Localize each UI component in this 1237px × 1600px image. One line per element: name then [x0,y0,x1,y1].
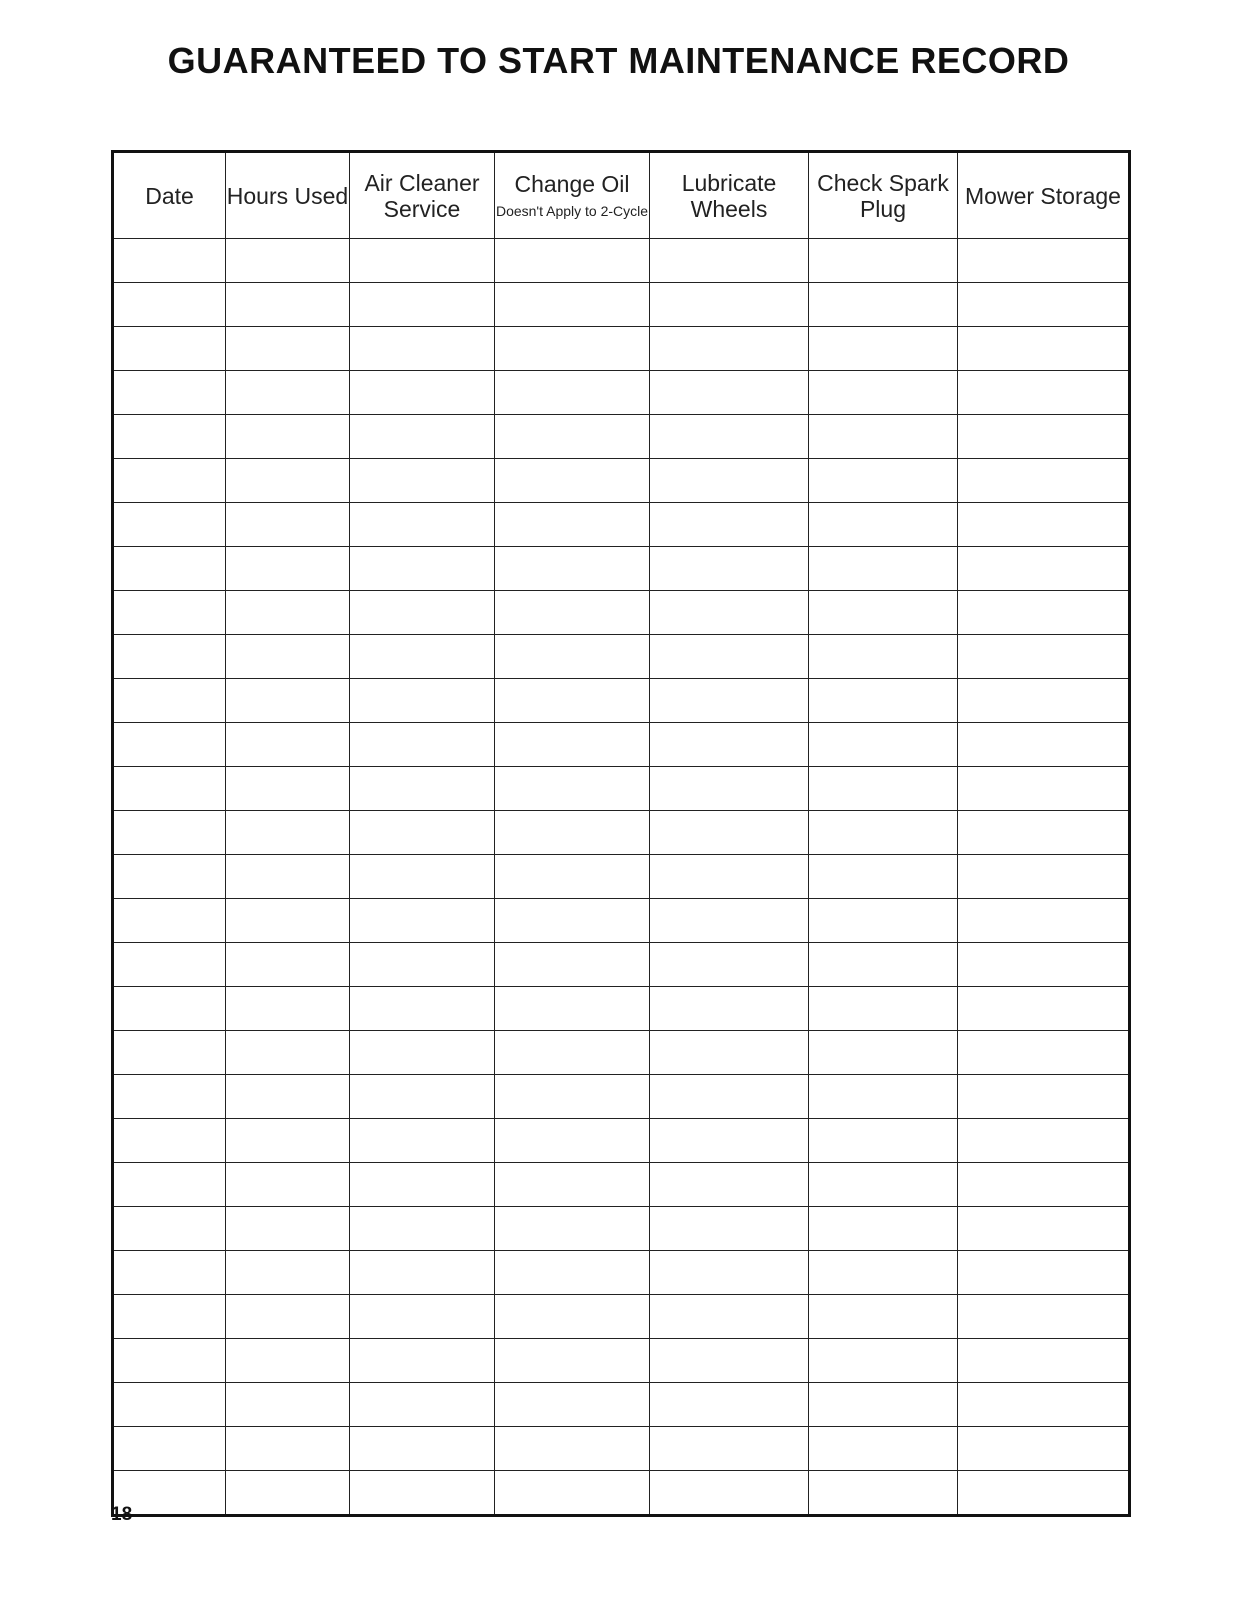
table-row [113,1163,1130,1207]
record-cell [350,811,495,855]
record-cell [958,811,1130,855]
record-cell [495,1471,650,1516]
record-cell [809,1251,958,1295]
record-cell [350,371,495,415]
record-cell [809,1427,958,1471]
record-cell [350,591,495,635]
table-row [113,635,1130,679]
record-cell [350,987,495,1031]
record-cell [350,547,495,591]
record-cell [113,987,226,1031]
record-cell [113,1119,226,1163]
table-row [113,415,1130,459]
record-cell [226,767,350,811]
record-cell [226,679,350,723]
record-cell [495,239,650,283]
record-cell [809,503,958,547]
record-cell [113,591,226,635]
record-cell [226,547,350,591]
record-cell [350,899,495,943]
record-cell [958,547,1130,591]
record-cell [226,591,350,635]
record-cell [350,1295,495,1339]
record-cell [809,239,958,283]
record-cell [495,635,650,679]
record-cell [958,1031,1130,1075]
table-row [113,1471,1130,1516]
table-row [113,679,1130,723]
record-cell [113,239,226,283]
record-cell [113,767,226,811]
record-cell [495,1339,650,1383]
record-cell [226,371,350,415]
page-number: 18 [111,1504,133,1525]
record-cell [958,723,1130,767]
record-cell [650,503,809,547]
record-cell [495,415,650,459]
column-header-label: Air Cleaner Service [364,169,480,222]
record-cell [650,1295,809,1339]
record-cell [495,547,650,591]
record-cell [809,1119,958,1163]
record-cell [350,1163,495,1207]
table-row [113,239,1130,283]
record-cell [350,767,495,811]
record-cell [495,459,650,503]
record-cell [350,1031,495,1075]
column-header-label: Change Oil [514,171,630,197]
record-cell [495,1207,650,1251]
record-cell [809,459,958,503]
record-cell [809,1075,958,1119]
record-cell [350,239,495,283]
column-header-change-oil [495,152,650,239]
record-cell [495,1119,650,1163]
record-cell [226,635,350,679]
table-row [113,547,1130,591]
record-cell [650,547,809,591]
record-cell [809,943,958,987]
table-row [113,723,1130,767]
record-cell [809,1207,958,1251]
table-row [113,855,1130,899]
record-cell [809,1295,958,1339]
record-cell [650,371,809,415]
record-cell [113,943,226,987]
record-cell [650,767,809,811]
record-cell [650,1383,809,1427]
record-cell [350,943,495,987]
record-cell [495,1251,650,1295]
record-cell [226,503,350,547]
record-cell [958,1471,1130,1516]
record-cell [226,1075,350,1119]
table-row [113,1031,1130,1075]
record-cell [958,1119,1130,1163]
record-cell [350,1207,495,1251]
record-cell [113,1383,226,1427]
record-cell [650,723,809,767]
record-cell [809,327,958,371]
record-cell [350,1383,495,1427]
record-cell [650,1207,809,1251]
record-cell [495,591,650,635]
record-cell [495,855,650,899]
record-cell [350,1427,495,1471]
record-cell [958,239,1130,283]
record-cell [226,327,350,371]
record-cell [113,1075,226,1119]
record-cell [226,1427,350,1471]
record-cell [809,811,958,855]
record-cell [650,459,809,503]
table-row [113,1295,1130,1339]
record-cell [958,899,1130,943]
record-cell [958,635,1130,679]
record-cell [113,1207,226,1251]
record-cell [113,547,226,591]
record-cell [113,635,226,679]
record-cell [809,1339,958,1383]
record-cell [113,855,226,899]
table-row [113,371,1130,415]
record-cell [958,503,1130,547]
record-cell [495,283,650,327]
table-row [113,1075,1130,1119]
record-cell [650,1163,809,1207]
record-cell [809,679,958,723]
header-row [113,152,1130,239]
record-cell [958,987,1130,1031]
record-cell [226,415,350,459]
table-row [113,283,1130,327]
record-cell [495,1163,650,1207]
record-cell [226,1119,350,1163]
record-cell [226,987,350,1031]
column-header-hours-used [226,152,350,239]
record-cell [809,1471,958,1516]
record-cell [113,283,226,327]
table-row [113,943,1130,987]
record-cell [226,239,350,283]
record-cell [495,723,650,767]
record-cell [495,1295,650,1339]
record-cell [113,503,226,547]
record-cell [809,855,958,899]
record-cell [809,987,958,1031]
record-cell [650,1339,809,1383]
record-cell [495,811,650,855]
record-cell [650,855,809,899]
record-cell [226,943,350,987]
record-cell [650,1031,809,1075]
record-cell [809,591,958,635]
record-cell [958,767,1130,811]
column-header-lubricate-wheels [650,152,809,239]
record-cell [113,1339,226,1383]
column-header-label: Date [145,182,194,209]
record-cell [495,943,650,987]
record-cell [650,987,809,1031]
column-header-check-spark-plug [809,152,958,239]
record-cell [650,679,809,723]
record-cell [226,1295,350,1339]
record-cell [809,1163,958,1207]
table-row [113,1383,1130,1427]
record-cell [650,327,809,371]
record-cell [495,987,650,1031]
table-body [113,239,1130,1516]
record-cell [958,459,1130,503]
record-cell [495,1075,650,1119]
record-cell [350,415,495,459]
record-cell [809,547,958,591]
record-cell [958,1075,1130,1119]
record-cell [495,1383,650,1427]
record-cell [495,503,650,547]
record-cell [226,1031,350,1075]
record-cell [226,1471,350,1516]
record-cell [958,855,1130,899]
column-header-air-cleaner-service [350,152,495,239]
record-cell [226,1251,350,1295]
record-cell [809,767,958,811]
record-cell [350,1471,495,1516]
record-cell [495,679,650,723]
column-header-date [113,152,226,239]
record-cell [113,1427,226,1471]
record-cell [113,1163,226,1207]
record-cell [650,943,809,987]
record-cell [113,327,226,371]
record-cell [350,1251,495,1295]
record-cell [809,1383,958,1427]
record-cell [958,327,1130,371]
column-header-sublabel: Doesn't Apply to 2-Cycle [495,203,649,219]
record-cell [809,899,958,943]
column-header-label: Mower Storage [965,182,1121,209]
record-cell [226,1207,350,1251]
record-cell [350,1075,495,1119]
record-cell [958,1163,1130,1207]
table-row [113,1207,1130,1251]
record-cell [350,679,495,723]
record-cell [113,1031,226,1075]
record-cell [350,283,495,327]
record-cell [650,1075,809,1119]
record-cell [958,679,1130,723]
table-row [113,1339,1130,1383]
table-row [113,811,1130,855]
record-cell [350,723,495,767]
record-cell [650,811,809,855]
record-cell [113,899,226,943]
record-cell [226,1339,350,1383]
table-row [113,899,1130,943]
record-cell [495,371,650,415]
record-cell [650,591,809,635]
record-cell [650,239,809,283]
record-cell [113,1251,226,1295]
table-row [113,1427,1130,1471]
record-cell [958,1339,1130,1383]
record-cell [958,371,1130,415]
record-cell [495,1031,650,1075]
record-cell [226,283,350,327]
record-cell [350,1119,495,1163]
record-cell [650,899,809,943]
record-cell [350,503,495,547]
record-cell [650,415,809,459]
column-header-label: Lubricate Wheels [681,169,777,222]
record-cell [958,283,1130,327]
record-cell [958,1295,1130,1339]
record-cell [650,283,809,327]
record-cell [958,591,1130,635]
record-cell [226,811,350,855]
record-cell [958,1251,1130,1295]
table-row [113,987,1130,1031]
record-cell [809,283,958,327]
record-cell [113,371,226,415]
record-cell [226,1163,350,1207]
table-row [113,503,1130,547]
record-cell [113,723,226,767]
column-header-label: Check Spark Plug [817,169,949,222]
record-cell [113,1295,226,1339]
record-cell [495,327,650,371]
record-cell [809,723,958,767]
record-cell [958,943,1130,987]
record-cell [350,635,495,679]
record-cell [226,1383,350,1427]
record-cell [226,723,350,767]
maintenance-record-table [111,150,1131,1517]
record-cell [650,1427,809,1471]
record-cell [495,767,650,811]
record-cell [809,371,958,415]
record-cell [495,1427,650,1471]
record-cell [958,1427,1130,1471]
record-cell [650,1471,809,1516]
record-cell [226,855,350,899]
record-cell [113,679,226,723]
record-cell [958,1383,1130,1427]
record-cell [495,899,650,943]
table-row [113,327,1130,371]
record-cell [650,635,809,679]
page-title: GUARANTEED TO START MAINTENANCE RECORD [167,40,1070,81]
record-cell [350,855,495,899]
record-cell [650,1119,809,1163]
table-row [113,1119,1130,1163]
column-header-mower-storage [958,152,1130,239]
record-cell [809,415,958,459]
record-cell [113,459,226,503]
record-cell [958,415,1130,459]
record-cell [226,459,350,503]
table-row [113,459,1130,503]
record-cell [350,1339,495,1383]
table-row [113,767,1130,811]
record-cell [113,415,226,459]
record-cell [226,899,350,943]
record-cell [650,1251,809,1295]
record-cell [958,1207,1130,1251]
table-row [113,591,1130,635]
column-header-label: Hours Used [226,182,349,209]
record-cell [809,1031,958,1075]
table-row [113,1251,1130,1295]
record-cell [113,811,226,855]
record-cell [350,459,495,503]
record-cell [350,327,495,371]
record-cell [809,635,958,679]
